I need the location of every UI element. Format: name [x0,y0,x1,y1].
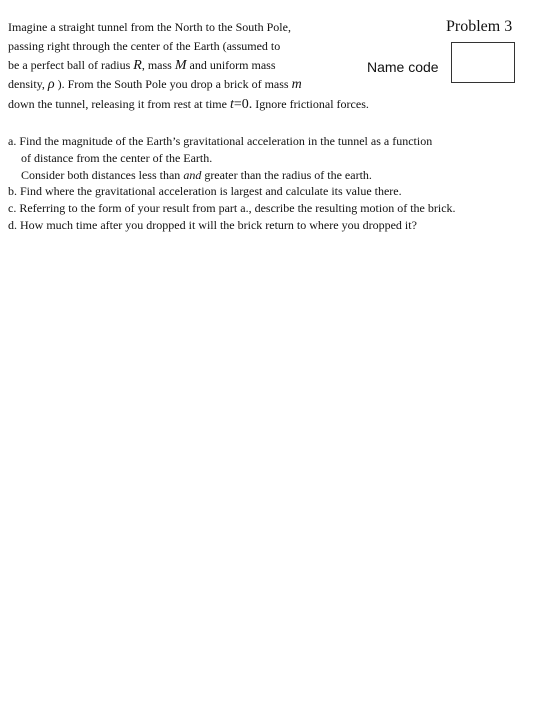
problem-statement [8,18,528,115]
statement-line-1: Imagine a straight tunnel from the North to the South Pole, [8,20,291,34]
emphasis-and: and [183,167,202,182]
statement-text: down the tunnel, releasing it from rest at time [8,97,230,112]
density-symbol: ρ [47,77,55,93]
statement-line-2: passing right through the center of the Earth (assumed to [8,38,281,53]
statement-text: and uniform mass [186,57,276,72]
question-a-line-2: of distance from the center of the Earth. [21,150,213,165]
statement-text: Ignore frictional forces. [252,97,369,112]
statement-text: density, [8,77,48,92]
question-a-line-3 [8,167,536,184]
name-code-label: Name code [367,59,439,75]
brick-mass-symbol: m [291,77,302,93]
statement-line-5 [8,95,528,115]
question-text: Consider both distances less than [21,167,184,182]
mass-symbol: M [174,57,187,73]
time-value: =0. [233,97,253,113]
radius-symbol: R [133,57,142,73]
question-b: b. Find where the gravitational acceleration is largest and calculate its value there. [8,184,402,199]
problem-title: Problem 3 [446,18,513,35]
statement-text: be a perfect ball of radius [8,57,134,72]
question-list [8,133,536,234]
question-text: greater than the radius of the earth. [201,167,372,182]
statement-line-4 [8,75,528,95]
question-a-line-1: a. Find the magnitude of the Earth’s gravitational acceleration in the tunnel as a function [8,134,433,148]
statement-text: , mass [141,57,175,72]
time-symbol: t [229,97,234,113]
statement-text: ). From the South Pole you drop a brick of mass [54,77,292,92]
question-d: d. How much time after you dropped it will the brick return to where you dropped it? [8,217,417,232]
statement-line-3 [8,56,528,76]
question-c: c. Referring to the form of your result from part a., describe the resulting motion of the brick. [8,201,456,216]
